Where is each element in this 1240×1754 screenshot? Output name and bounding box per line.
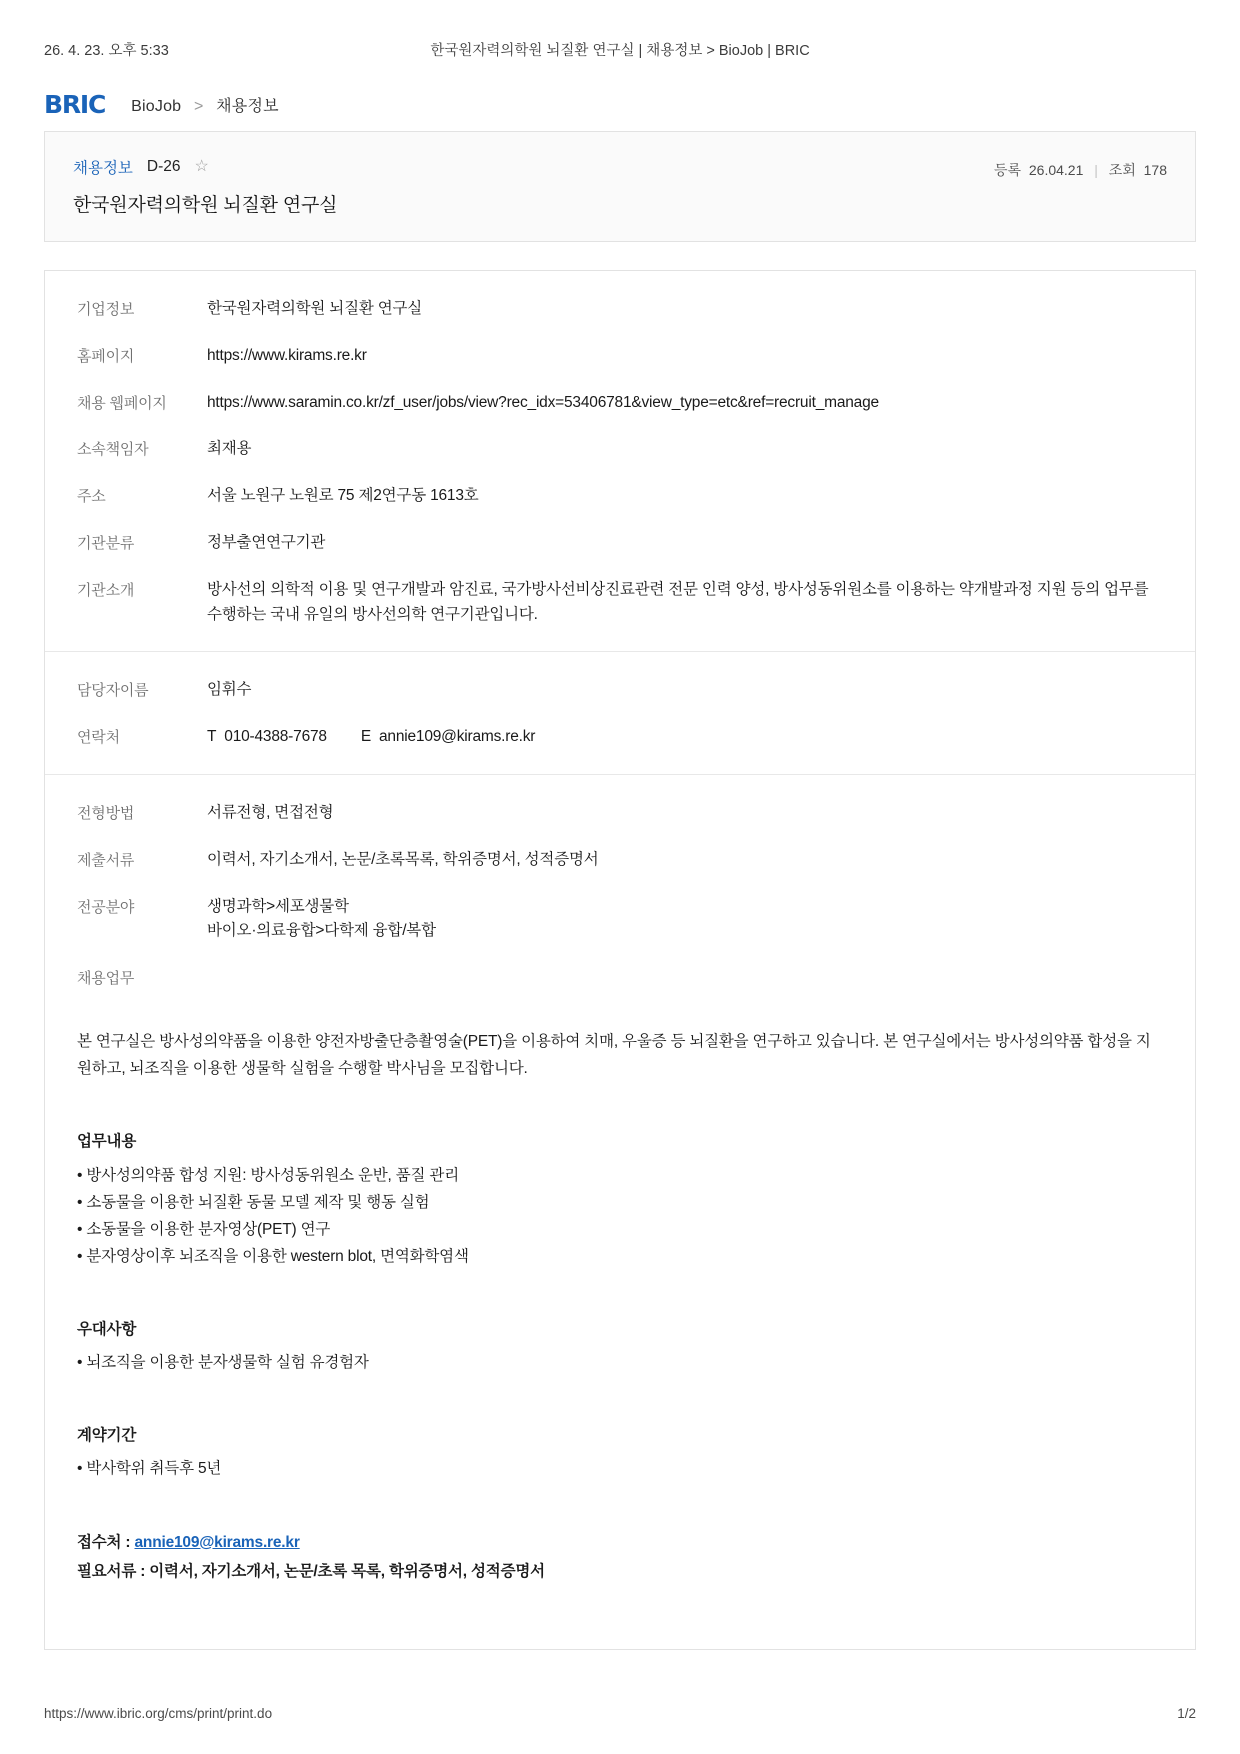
info-label: 전공분야 (77, 898, 135, 916)
job-duty-item: • 방사성의약품 합성 지원: 방사성동위원소 운반, 품질 관리 (77, 1166, 459, 1184)
info-label: 채용업무 (77, 970, 135, 988)
bookmark-star-icon[interactable]: ☆ (194, 158, 209, 175)
tel-value: 010-4388-7678 (224, 728, 327, 746)
email-prefix: E (360, 728, 371, 746)
info-value-major-field (207, 895, 1163, 945)
job-duties-group (77, 1128, 1163, 1270)
info-label: 연락처 (77, 729, 120, 747)
print-datetime: 26. 4. 23. 오후 5:33 (44, 42, 169, 59)
post-dday-badge: D-26 (146, 158, 181, 175)
info-label: 담당자이름 (77, 682, 149, 700)
info-label: 기업정보 (77, 301, 135, 318)
print-footer-page: 1/2 (1177, 1705, 1196, 1721)
info-value: 서울 노원구 노원로 75 제2연구동 1613호 (207, 487, 479, 505)
registered-date: 26.04.21 (1028, 162, 1084, 178)
contract-group (77, 1422, 1163, 1482)
info-row-job-duty (45, 966, 1195, 988)
info-row-address (45, 484, 1195, 509)
info-value: 서류전형, 면접전형 (207, 803, 334, 821)
info-label: 채용 웹페이지 (77, 394, 167, 412)
info-value-homepage-link[interactable]: https://www.kirams.re.kr (207, 346, 367, 364)
info-row-selection-method (45, 801, 1195, 826)
required-documents-line: 필요서류 : 이력서, 자기소개서, 논문/초록 목록, 학위증명서, 성적증명서 (77, 1562, 545, 1580)
info-label: 전형방법 (77, 804, 135, 822)
apply-info (77, 1529, 1163, 1625)
info-value: 이력서, 자기소개서, 논문/초록목록, 학위증명서, 성적증명서 (207, 850, 599, 868)
info-row-company (45, 297, 1195, 322)
info-row-contact (45, 725, 1195, 750)
info-row-recruit-page (45, 391, 1195, 416)
print-footer (44, 1684, 1196, 1747)
info-row-documents (45, 848, 1195, 873)
info-value: 방사선의 의학적 이용 및 연구개발과 암진료, 국가방사선비상진료관련 전문 인력 양성, 방사성동위원소를 이용하는 약개발과정 지원 등의 업무를 수행하는 국내 유일의 방사선의학 연구기관입니다. (207, 580, 1149, 623)
info-row-org-intro (45, 578, 1195, 628)
contact-section (45, 651, 1195, 774)
recruit-detail-section (45, 774, 1195, 1649)
info-row-major-field (45, 895, 1195, 945)
post-stats (994, 156, 1167, 180)
print-footer-url: https://www.ibric.org/cms/print/print.do (44, 1705, 273, 1721)
email-value[interactable]: annie109@kirams.re.kr (378, 728, 536, 746)
info-value-contact (207, 725, 1163, 750)
info-label: 소속책임자 (77, 441, 149, 459)
info-value: 임휘수 (207, 681, 252, 699)
print-header (44, 34, 1196, 64)
info-label: 홈페이지 (77, 347, 135, 365)
stats-separator: | (1094, 162, 1098, 178)
breadcrumb-item-recruit[interactable]: 채용정보 (216, 98, 279, 115)
info-label: 기관분류 (77, 534, 135, 552)
major-field-line-1: 생명과학>세포생물학 (207, 897, 349, 915)
contract-heading: 계약기간 (77, 1427, 137, 1445)
views-count: 178 (1143, 162, 1167, 178)
job-description (45, 1028, 1195, 1625)
info-row-contact-name (45, 678, 1195, 703)
info-value: 정부출연연구기관 (207, 533, 326, 551)
breadcrumb (131, 93, 279, 116)
info-row-org-type (45, 531, 1195, 556)
post-header-left (73, 156, 994, 217)
preferred-heading: 우대사항 (77, 1321, 137, 1339)
breadcrumb-item-biojob[interactable]: BioJob (131, 98, 182, 115)
info-value: 한국원자력의학원 뇌질환 연구실 (207, 300, 423, 317)
detail-content-box (44, 270, 1196, 1650)
apply-email-link[interactable]: annie109@kirams.re.kr (134, 1533, 300, 1551)
job-duty-item: • 소동물을 이용한 뇌질환 동물 모델 제작 및 행동 실험 (77, 1193, 430, 1211)
info-label: 주소 (77, 488, 106, 506)
info-row-homepage (45, 344, 1195, 369)
apply-label: 접수처 : (77, 1533, 131, 1551)
page-title: 한국원자력의학원 뇌질환 연구실 (73, 195, 338, 216)
tel-prefix: T (207, 728, 217, 746)
bric-logo[interactable]: BRIC (44, 90, 106, 119)
job-duties-heading: 업무내용 (77, 1133, 137, 1151)
registered-label: 등록 (994, 162, 1022, 178)
major-field-line-2: 바이오·의료융합>다학제 융합/복합 (207, 922, 436, 940)
post-header-panel (44, 131, 1196, 242)
info-value: 최재용 (207, 440, 252, 458)
preferred-item: • 뇌조직을 이용한 분자생물학 실험 유경험자 (77, 1354, 369, 1372)
print-document-title: 한국원자력의학원 뇌질환 연구실 | 채용정보 > BioJob | BRIC (430, 42, 810, 59)
job-duty-item: • 분자영상이후 뇌조직을 이용한 western blot, 면역화학염색 (77, 1247, 469, 1265)
info-value-recruit-link[interactable]: https://www.saramin.co.kr/zf_user/jobs/view?rec_idx=53406781&view_type=etc&ref=recruit_manage (207, 393, 879, 411)
job-intro-paragraph: 본 연구실은 방사성의약품을 이용한 양전자방출단층촬영술(PET)을 이용하여 치매, 우울증 등 뇌질환을 연구하고 있습니다. 본 연구실에서는 방사성의약품 합성을 지원하고, 뇌조직을 이용한 생물학 실험을 수행할 박사님을 모집합니다. (77, 1033, 1151, 1078)
post-meta-line (73, 156, 994, 178)
post-category[interactable]: 채용정보 (73, 160, 133, 177)
views-label: 조회 (1108, 162, 1136, 178)
brand-bar (44, 92, 1196, 131)
company-info-section (45, 271, 1195, 651)
breadcrumb-separator-icon: > (193, 98, 204, 115)
job-duty-item: • 소동물을 이용한 분자영상(PET) 연구 (77, 1220, 331, 1238)
info-label: 기관소개 (77, 581, 135, 599)
preferred-group (77, 1316, 1163, 1376)
contract-item: • 박사학위 취득후 5년 (77, 1460, 222, 1478)
info-row-manager (45, 437, 1195, 462)
info-label: 제출서류 (77, 851, 135, 869)
apply-line (77, 1529, 1163, 1556)
